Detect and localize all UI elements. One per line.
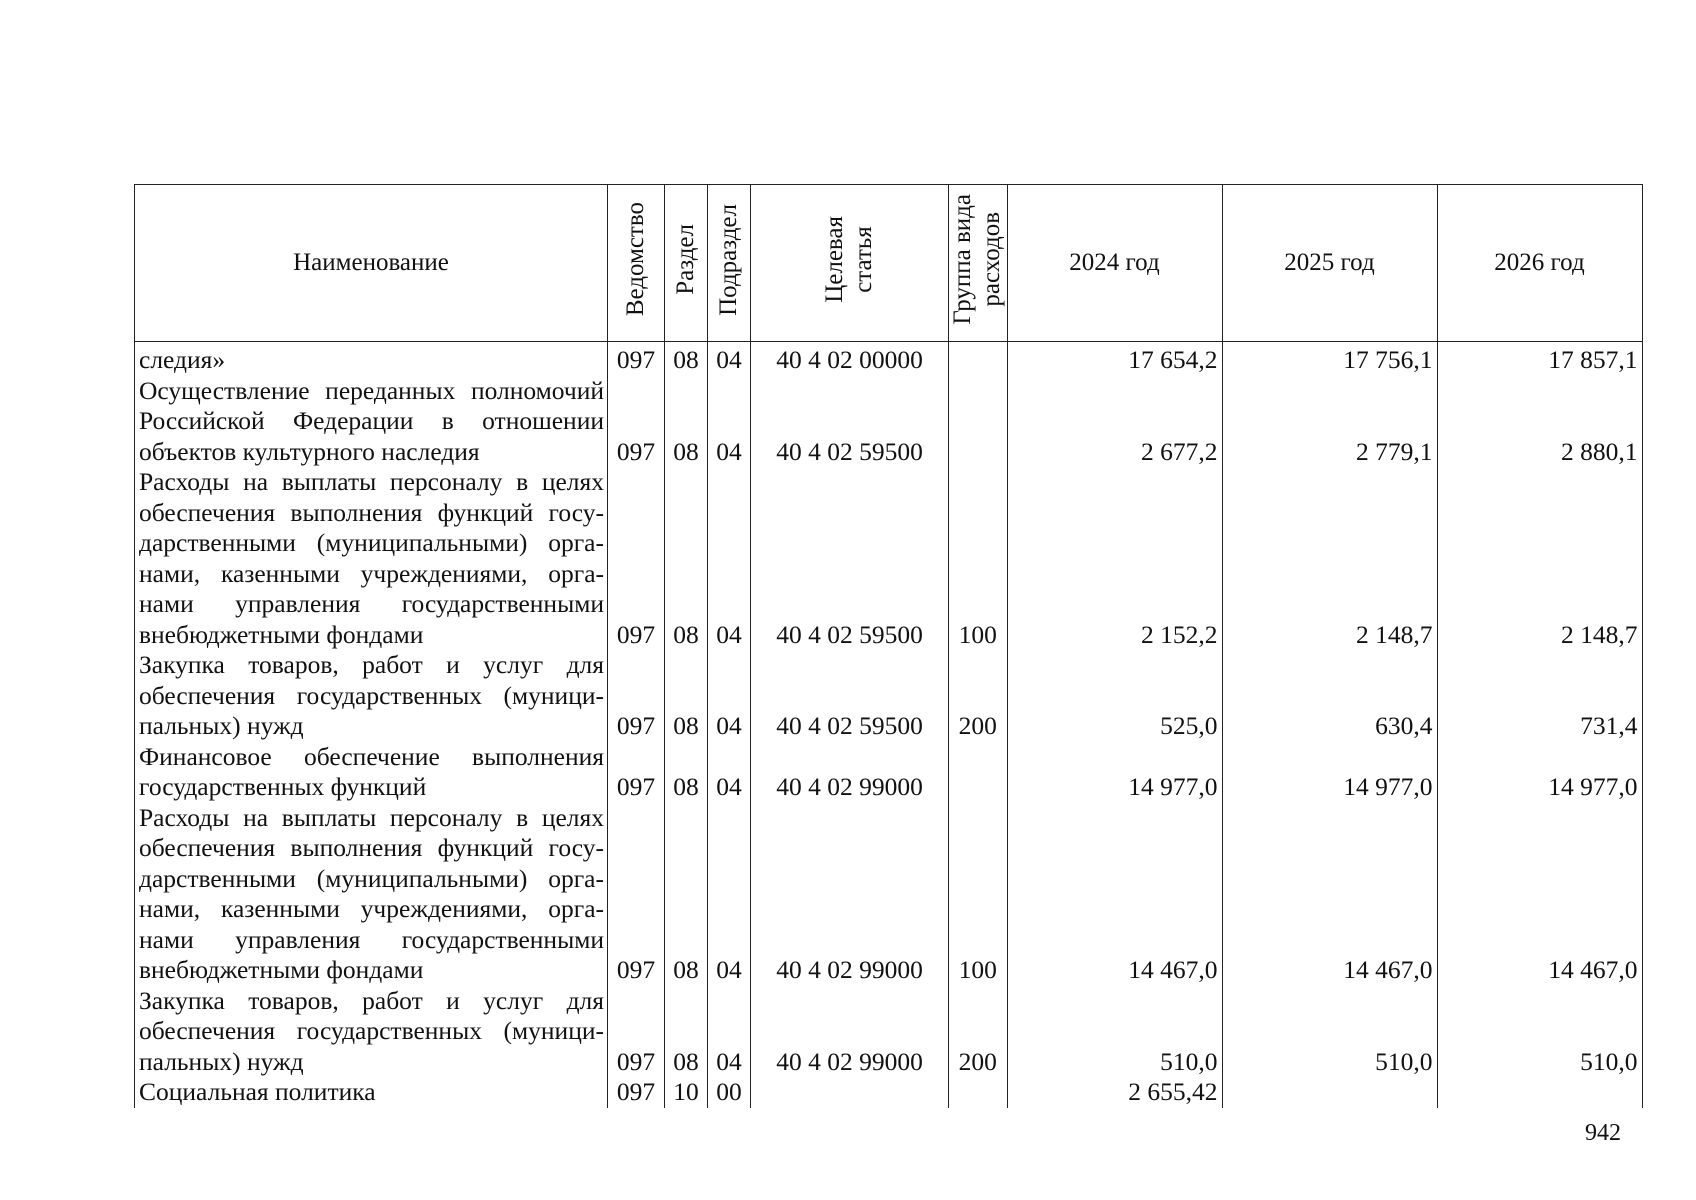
table-row [135, 342, 1643, 376]
row-vedomstvo: 097 [608, 803, 665, 986]
row-celevaya-statya: 40 4 02 99000 [751, 986, 949, 1078]
row-value-2025: 2 779,1 [1222, 376, 1437, 468]
row-podrazdel: 04 [708, 342, 751, 376]
row-value-2026: 14 467,0 [1437, 803, 1642, 986]
row-celevaya-statya: 40 4 02 59500 [751, 650, 949, 742]
row-celevaya-statya [751, 1077, 949, 1108]
row-celevaya-statya: 40 4 02 99000 [751, 742, 949, 803]
table-row [135, 742, 1643, 803]
row-value-2026: 14 977,0 [1437, 742, 1642, 803]
row-vedomstvo: 097 [608, 467, 665, 650]
header-gruppa-vida-rashodov: Группа вида расходов [949, 185, 1008, 342]
row-name: Осуществление переданных полномочий Российской Федерации в отношении объектов культурного наследия [135, 376, 608, 468]
row-value-2026: 510,0 [1437, 986, 1642, 1078]
row-value-2024: 2 677,2 [1007, 376, 1222, 468]
row-podrazdel: 00 [708, 1077, 751, 1108]
row-gruppa [949, 376, 1008, 468]
page-number: 942 [1585, 1120, 1621, 1146]
table-row [135, 1077, 1643, 1108]
table-row [135, 650, 1643, 742]
row-value-2026: 2 880,1 [1437, 376, 1642, 468]
header-year-2026: 2026 год [1437, 185, 1642, 342]
row-value-2024: 2 152,2 [1007, 467, 1222, 650]
row-value-2024: 14 977,0 [1007, 742, 1222, 803]
row-value-2025: 14 467,0 [1222, 803, 1437, 986]
row-gruppa: 200 [949, 986, 1008, 1078]
row-value-2024: 17 654,2 [1007, 342, 1222, 376]
row-razdel: 08 [665, 467, 708, 650]
row-gruppa [949, 742, 1008, 803]
table-row [135, 803, 1643, 986]
header-year-2025: 2025 год [1222, 185, 1437, 342]
row-gruppa: 100 [949, 467, 1008, 650]
row-value-2026: 17 857,1 [1437, 342, 1642, 376]
header-podrazdel: Подраздел [708, 185, 751, 342]
row-podrazdel: 04 [708, 986, 751, 1078]
row-razdel: 08 [665, 986, 708, 1078]
row-name: Закупка товаров, работ и услуг для обеспечения государственных (муници-пальных) нужд [135, 650, 608, 742]
row-value-2025: 2 148,7 [1222, 467, 1437, 650]
header-year-2024: 2024 год [1007, 185, 1222, 342]
row-podrazdel: 04 [708, 467, 751, 650]
table-body [135, 342, 1643, 1108]
row-value-2026 [1437, 1077, 1642, 1108]
row-name: Закупка товаров, работ и услуг для обеспечения государственных (муници-пальных) нужд [135, 986, 608, 1078]
row-gruppa: 100 [949, 803, 1008, 986]
row-value-2025 [1222, 1077, 1437, 1108]
row-razdel: 08 [665, 803, 708, 986]
row-value-2026: 731,4 [1437, 650, 1642, 742]
row-value-2024: 2 655,42 [1007, 1077, 1222, 1108]
header-celevaya-statya: Целевая статья [751, 185, 949, 342]
row-celevaya-statya: 40 4 02 00000 [751, 342, 949, 376]
row-value-2026: 2 148,7 [1437, 467, 1642, 650]
row-value-2025: 630,4 [1222, 650, 1437, 742]
table-row [135, 467, 1643, 650]
row-celevaya-statya: 40 4 02 59500 [751, 467, 949, 650]
row-value-2025: 17 756,1 [1222, 342, 1437, 376]
row-value-2024: 525,0 [1007, 650, 1222, 742]
table-row [135, 376, 1643, 468]
row-name: Расходы на выплаты персоналу в целях обеспечения выполнения функций госу-дарственными (муниципальными) орга-нами, казенными учреждениями, орга-нами управления государственными внебюджетными фондами [135, 803, 608, 986]
row-vedomstvo: 097 [608, 1077, 665, 1108]
row-gruppa [949, 1077, 1008, 1108]
row-celevaya-statya: 40 4 02 99000 [751, 803, 949, 986]
row-podrazdel: 04 [708, 650, 751, 742]
row-podrazdel: 04 [708, 803, 751, 986]
row-celevaya-statya: 40 4 02 59500 [751, 376, 949, 468]
row-vedomstvo: 097 [608, 342, 665, 376]
row-name: Социальная политика [135, 1077, 608, 1108]
row-razdel: 08 [665, 342, 708, 376]
row-vedomstvo: 097 [608, 650, 665, 742]
row-value-2025: 14 977,0 [1222, 742, 1437, 803]
header-razdel: Раздел [665, 185, 708, 342]
header-name: Наименование [135, 185, 608, 342]
row-value-2025: 510,0 [1222, 986, 1437, 1078]
budget-table [134, 184, 1643, 1108]
row-value-2024: 14 467,0 [1007, 803, 1222, 986]
row-vedomstvo: 097 [608, 376, 665, 468]
table-row [135, 986, 1643, 1078]
row-razdel: 08 [665, 376, 708, 468]
row-razdel: 10 [665, 1077, 708, 1108]
row-gruppa [949, 342, 1008, 376]
row-vedomstvo: 097 [608, 986, 665, 1078]
row-name: следия» [135, 342, 608, 376]
row-value-2024: 510,0 [1007, 986, 1222, 1078]
row-razdel: 08 [665, 650, 708, 742]
row-podrazdel: 04 [708, 742, 751, 803]
row-name: Финансовое обеспечение выполнения государственных функций [135, 742, 608, 803]
header-vedomstvo: Ведомство [608, 185, 665, 342]
table-header [135, 185, 1643, 342]
row-name: Расходы на выплаты персоналу в целях обеспечения выполнения функций госу-дарственными (муниципальными) орга-нами, казенными учреждениями, орга-нами управления государственными внебюджетными фондами [135, 467, 608, 650]
row-razdel: 08 [665, 742, 708, 803]
row-vedomstvo: 097 [608, 742, 665, 803]
row-podrazdel: 04 [708, 376, 751, 468]
row-gruppa: 200 [949, 650, 1008, 742]
